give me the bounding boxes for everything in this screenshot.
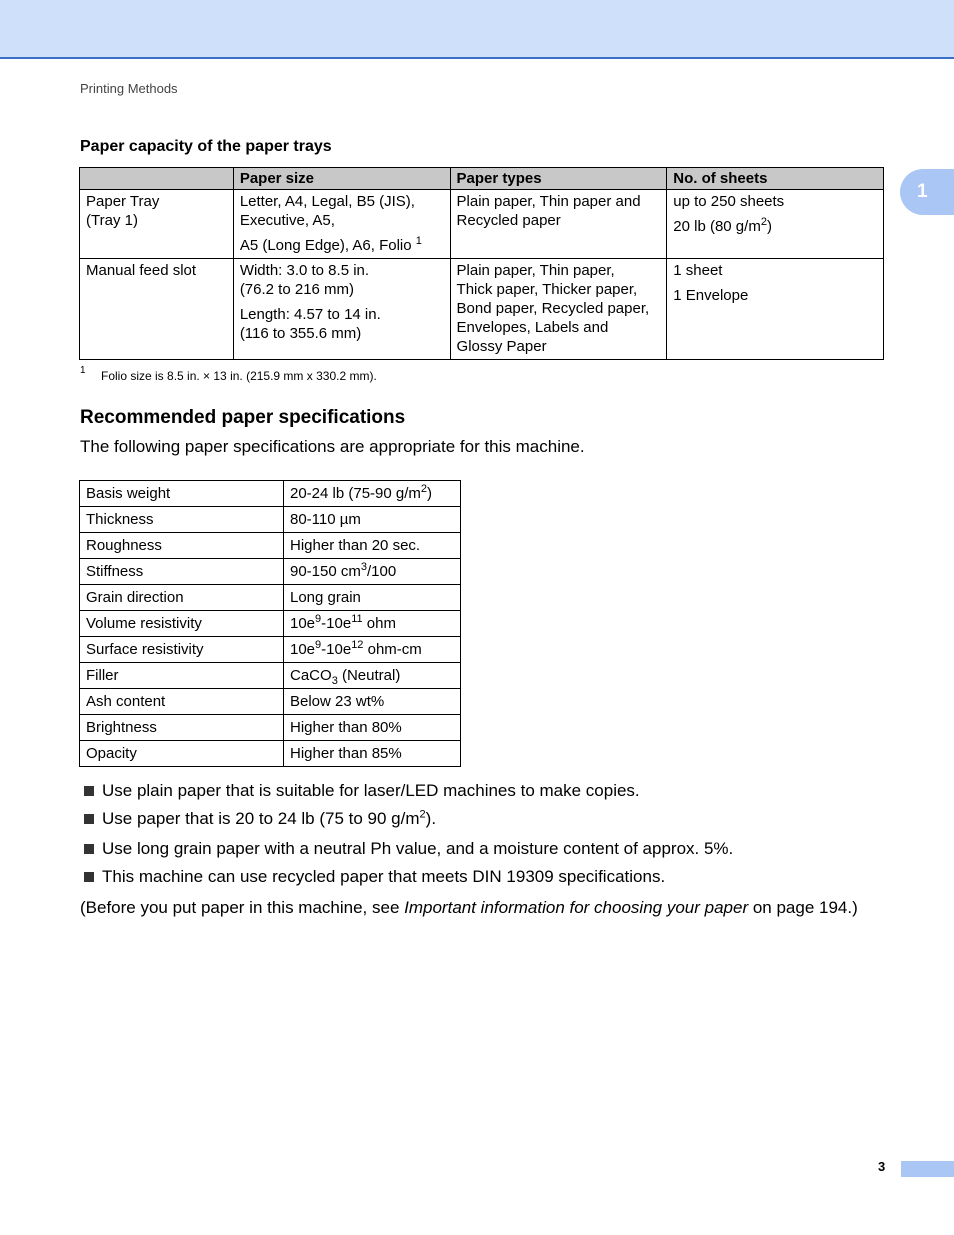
cell-line: Thick paper, Thicker paper, (456, 281, 638, 298)
cell-line (673, 217, 877, 236)
cell-text: 20 lb (80 g/m (673, 218, 761, 235)
spec-table (79, 480, 461, 767)
cell-line: Length: 4.57 to 14 in. (239, 306, 381, 323)
value-text: 80-110 µm (290, 511, 361, 528)
table-row (80, 637, 461, 663)
chapter-number: 1 (917, 181, 928, 202)
value-text: 20-24 lb (75-90 g/m (290, 485, 421, 502)
table-row (80, 507, 461, 533)
column-header: No. of sheets (667, 168, 884, 190)
value-text: ohm (362, 615, 396, 632)
bullet-square-icon (84, 872, 94, 882)
cell-line: Envelopes, Labels and (456, 319, 609, 336)
footnote-text: Folio size is 8.5 in. × 13 in. (215.9 mm x 330.2 mm). (101, 369, 377, 383)
table-row (80, 741, 461, 767)
value-text: -10e (321, 615, 352, 632)
superscript: 9 (315, 639, 322, 651)
spec-name-cell: Surface resistivity (80, 637, 284, 663)
column-header: Paper size (233, 168, 450, 190)
table-row (80, 715, 461, 741)
specs-intro: The following paper specifications are appropriate for this machine. (80, 437, 585, 456)
footnote-ref: 1 (415, 235, 422, 247)
spec-value-cell (284, 585, 461, 611)
table-row (80, 259, 884, 360)
tray-cell (80, 259, 234, 360)
value-text: -10e (321, 641, 352, 658)
header-band (0, 0, 954, 59)
superscript: 2 (760, 216, 767, 228)
cell-line: Bond paper, Recycled paper, (456, 300, 650, 317)
value-text: Higher than 80% (290, 719, 402, 736)
value-text: Use long grain paper with a neutral Ph value, and a moisture content of approx. 5%. (102, 839, 734, 858)
cell-line: Plain paper, Thin paper, (456, 262, 615, 279)
column-header: Paper types (450, 168, 667, 190)
spec-value-cell (284, 533, 461, 559)
spec-value-cell (284, 611, 461, 637)
cell-text: ) (766, 218, 772, 235)
value-text: /100 (367, 563, 397, 580)
cell-line (240, 236, 444, 255)
size-cell (233, 190, 450, 259)
closing-note (80, 898, 858, 918)
spec-name-cell: Brightness (80, 715, 284, 741)
cell-line: (76.2 to 216 mm) (239, 281, 355, 298)
spec-value-cell (284, 507, 461, 533)
table-row (80, 585, 461, 611)
spec-name-cell: Basis weight (80, 481, 284, 507)
types-cell (450, 259, 667, 360)
spec-name-cell: Roughness (80, 533, 284, 559)
value-text: 10e (290, 641, 316, 658)
cell-line: Width: 3.0 to 8.5 in. (239, 262, 370, 279)
cell-line: (Tray 1) (86, 212, 138, 229)
spec-name-cell: Volume resistivity (80, 611, 284, 637)
superscript: 9 (315, 613, 322, 625)
sheets-cell (667, 190, 884, 259)
cell-line: Glossy Paper (456, 338, 547, 355)
spec-name-cell: Thickness (80, 507, 284, 533)
chapter-tab (900, 169, 954, 215)
value-text: ohm-cm (363, 641, 422, 658)
table-row (80, 689, 461, 715)
spec-name-cell: Grain direction (80, 585, 284, 611)
table-row (80, 533, 461, 559)
table-row (80, 481, 461, 507)
specs-heading: Recommended paper specifications (80, 407, 406, 428)
cell-line: Executive, A5, (239, 212, 335, 229)
running-header: Printing Methods (80, 81, 178, 96)
table-row (80, 559, 461, 585)
page-band (901, 1161, 954, 1177)
value-text: CaCO (290, 667, 332, 684)
spec-name-cell: Filler (80, 663, 284, 689)
list-item (84, 866, 733, 894)
footnote-mark: 1 (80, 365, 86, 376)
closing-text: on page 194.) (748, 898, 858, 917)
table-header-row (80, 168, 884, 190)
bullet-square-icon (84, 814, 94, 824)
cell-line: (116 to 355.6 mm) (239, 325, 362, 342)
list-item (84, 838, 733, 866)
table-row (80, 190, 884, 259)
bullet-list (84, 780, 733, 894)
superscript: 11 (351, 613, 363, 625)
cell-text: A5 (Long Edge), A6, Folio (239, 237, 412, 254)
value-text: Long grain (290, 589, 361, 606)
spec-value-cell (284, 663, 461, 689)
table-row (80, 663, 461, 689)
tray-cell (80, 190, 234, 259)
cell-line: Letter, A4, Legal, B5 (JIS), (239, 193, 415, 210)
cell-line: up to 250 sheets (673, 193, 785, 210)
value-text: Below 23 wt% (290, 693, 385, 710)
bullet-square-icon (84, 844, 94, 854)
value-text: Use paper that is 20 to 24 lb (75 to 90 g/m (102, 809, 420, 828)
spec-name-cell: Opacity (80, 741, 284, 767)
table-row (80, 611, 461, 637)
cross-reference: Important information for choosing your paper (404, 898, 749, 917)
cell-line: Recycled paper (456, 212, 561, 229)
value-text: ) (427, 485, 433, 502)
size-cell (233, 259, 450, 360)
spec-value-cell (284, 715, 461, 741)
spec-value-cell (284, 689, 461, 715)
value-text: (Neutral) (337, 667, 401, 684)
sheets-cell (667, 259, 884, 360)
list-item (84, 780, 733, 808)
value-text: Higher than 85% (290, 745, 402, 762)
value-text: Higher than 20 sec. (290, 537, 421, 554)
spec-value-cell (284, 741, 461, 767)
value-text: 10e (290, 615, 316, 632)
column-header (80, 168, 234, 190)
closing-text: (Before you put paper in this machine, see (80, 898, 405, 917)
cell-line: Paper Tray (86, 193, 160, 210)
spec-value-cell (284, 481, 461, 507)
bullet-square-icon (84, 786, 94, 796)
value-text: Use plain paper that is suitable for laser/LED machines to make copies. (102, 781, 640, 800)
spec-value-cell (284, 559, 461, 585)
superscript: 12 (351, 639, 364, 651)
cell-line: 1 sheet (673, 262, 723, 279)
value-text: This machine can use recycled paper that meets DIN 19309 specifications. (102, 867, 666, 886)
cell-line: 1 Envelope (673, 287, 749, 304)
list-item (84, 808, 733, 838)
value-text: ). (425, 809, 437, 828)
spec-name-cell: Stiffness (80, 559, 284, 585)
cell-line: Plain paper, Thin paper and (456, 193, 641, 210)
superscript: 2 (420, 483, 428, 495)
capacity-table (79, 167, 884, 360)
spec-value-cell (284, 637, 461, 663)
capacity-heading: Paper capacity of the paper trays (80, 138, 332, 155)
value-text: 90-150 cm (290, 563, 361, 580)
superscript: 3 (360, 561, 367, 573)
page-number: 3 (878, 1159, 886, 1174)
cell-line: Manual feed slot (86, 262, 197, 279)
superscript: 2 (419, 808, 426, 821)
subscript: 3 (331, 675, 338, 687)
types-cell (450, 190, 667, 259)
spec-name-cell: Ash content (80, 689, 284, 715)
